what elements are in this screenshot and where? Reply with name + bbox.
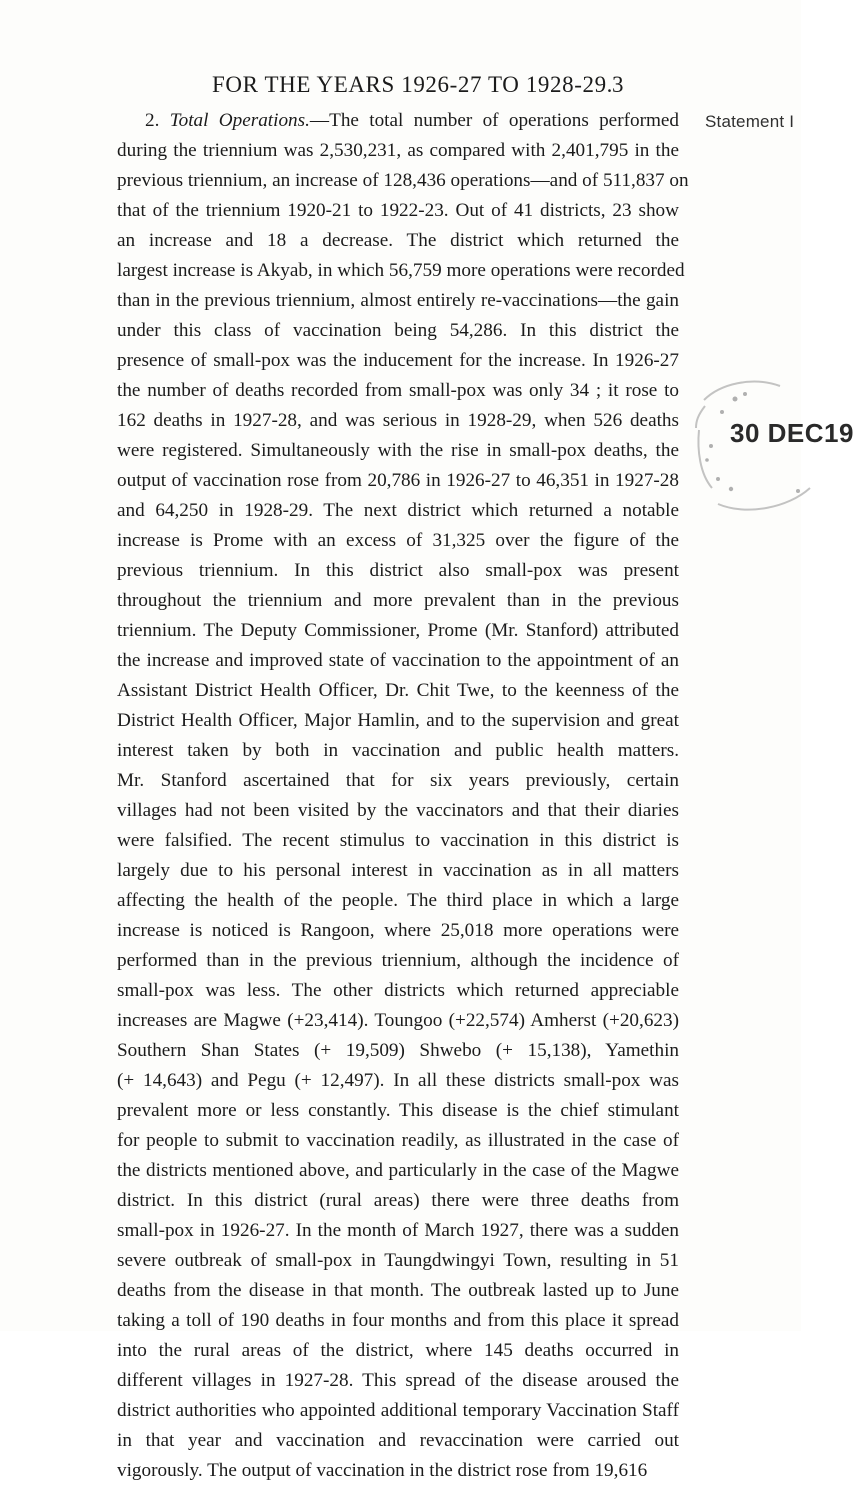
paragraph-line: were falsified. The recent stimulus to vaccination in this district is <box>117 830 679 851</box>
page-header <box>0 72 801 102</box>
paragraph-line: taking a toll of 190 deaths in four months and from this place it spread <box>117 1310 679 1331</box>
paragraph-line: previous triennium. In this district also small-pox was present <box>117 560 679 581</box>
paragraph-line: —The total number of operations performed <box>309 110 680 131</box>
paragraph-line: different villages in 1927-28. This spread of the disease aroused the <box>117 1370 679 1391</box>
paragraph-line: District Health Officer, Major Hamlin, and to the supervision and great <box>117 710 679 731</box>
stamp-date: 30 DEC19 <box>730 418 854 448</box>
paragraph-line: Southern Shan States (+ 19,509) Shwebo (+ 15,138), Yamethin <box>117 1040 679 1061</box>
page-number: 3 <box>612 72 624 97</box>
paragraph-line: (+ 14,643) and Pegu (+ 12,497). In all these districts small-pox was <box>117 1070 679 1091</box>
paragraph-line: for people to submit to vaccination readily, as illustrated in the case of <box>117 1130 679 1151</box>
paragraph-line: during the triennium was 2,530,231, as compared with 2,401,795 in the <box>117 140 679 161</box>
paragraph-line: performed than in the previous triennium, although the incidence of <box>117 950 679 971</box>
paragraph-line: small-pox was less. The other districts which returned appreciable <box>117 980 679 1001</box>
paragraph-line: in that year and vaccination and revaccination were carried out <box>117 1430 679 1451</box>
running-title: FOR THE YEARS 1926-27 TO 1928-29. <box>212 72 614 97</box>
paragraph-line: interest taken by both in vaccination and public health matters. <box>117 740 679 761</box>
paragraph-line: than in the previous triennium, almost entirely re-vaccinations—the gain <box>117 290 679 311</box>
paragraph-line: severe outbreak of small-pox in Taungdwingyi Town, resulting in 51 <box>117 1250 679 1271</box>
paragraph-line: and 64,250 in 1928-29. The next district which returned a notable <box>117 500 679 521</box>
paragraph-first-line <box>117 106 679 136</box>
paragraph-line: 162 deaths in 1927-28, and was serious in 1928-29, when 526 deaths <box>117 410 679 431</box>
paragraph-line: affecting the health of the people. The third place in which a large <box>117 890 679 911</box>
paragraph-line: prevalent more or less constantly. This disease is the chief stimulant <box>117 1100 679 1121</box>
paragraph-line: previous triennium, an increase of 128,436 operations—and of 511,837 on <box>117 170 689 191</box>
paragraph-line: into the rural areas of the district, where 145 deaths occurred in <box>117 1340 679 1361</box>
paragraph-line: increase is Prome with an excess of 31,325 over the figure of the <box>117 530 679 551</box>
paragraph-line: presence of small-pox was the inducement for the increase. In 1926-27 <box>117 350 679 371</box>
paragraph-line: under this class of vaccination being 54,286. In this district the <box>117 320 679 341</box>
paragraph-line: that of the triennium 1920-21 to 1922-23. Out of 41 districts, 23 show <box>117 200 679 221</box>
paragraph-line: the districts mentioned above, and particularly in the case of the Magwe <box>117 1160 679 1181</box>
paragraph-line: district. In this district (rural areas) there were three deaths from <box>117 1190 679 1211</box>
paragraph-line: increases are Magwe (+23,414). Toungoo (+22,574) Amherst (+20,623) <box>117 1010 679 1031</box>
paragraph-line: deaths from the disease in that month. The outbreak lasted up to June <box>117 1280 679 1301</box>
paragraph-line: triennium. The Deputy Commissioner, Prome (Mr. Stanford) attributed <box>117 620 679 641</box>
paragraph-line: an increase and 18 a decrease. The district which returned the <box>117 230 679 251</box>
paragraph-line: vigorously. The output of vaccination in the district rose from 19,616 <box>117 1460 648 1481</box>
paragraph-line: output of vaccination rose from 20,786 in 1926-27 to 46,351 in 1927-28 <box>117 470 679 491</box>
paragraph-line: Mr. Stanford ascertained that for six years previously, certain <box>117 770 679 791</box>
margin-note-statement: Statement I <box>705 112 795 131</box>
paragraph-number: 2. <box>145 110 160 131</box>
paragraph-line: largest increase is Akyab, in which 56,759 more operations were recorded <box>117 260 685 281</box>
paragraph-line: the number of deaths recorded from small-pox was only 34 ; it rose to <box>117 380 679 401</box>
paragraph-heading: Total Operations. <box>169 110 310 131</box>
paragraph-line: were registered. Simultaneously with the rise in small-pox deaths, the <box>117 440 679 461</box>
paragraph-total-operations <box>117 106 689 1486</box>
paragraph-line: Assistant District Health Officer, Dr. Chit Twe, to the keenness of the <box>117 680 679 701</box>
paragraph-line: largely due to his personal interest in vaccination as in all matters <box>117 860 679 881</box>
paragraph-line: throughout the triennium and more prevalent than in the previous <box>117 590 679 611</box>
paragraph-line: the increase and improved state of vaccination to the appointment of an <box>117 650 679 671</box>
paragraph-line: increase is noticed is Rangoon, where 25,018 more operations were <box>117 920 679 941</box>
paragraph-line: small-pox in 1926-27. In the month of March 1927, there was a sudden <box>117 1220 679 1241</box>
paragraph-line: villages had not been visited by the vaccinators and that their diaries <box>117 800 679 821</box>
paragraph-line: district authorities who appointed additional temporary Vaccination Staff <box>117 1400 679 1421</box>
